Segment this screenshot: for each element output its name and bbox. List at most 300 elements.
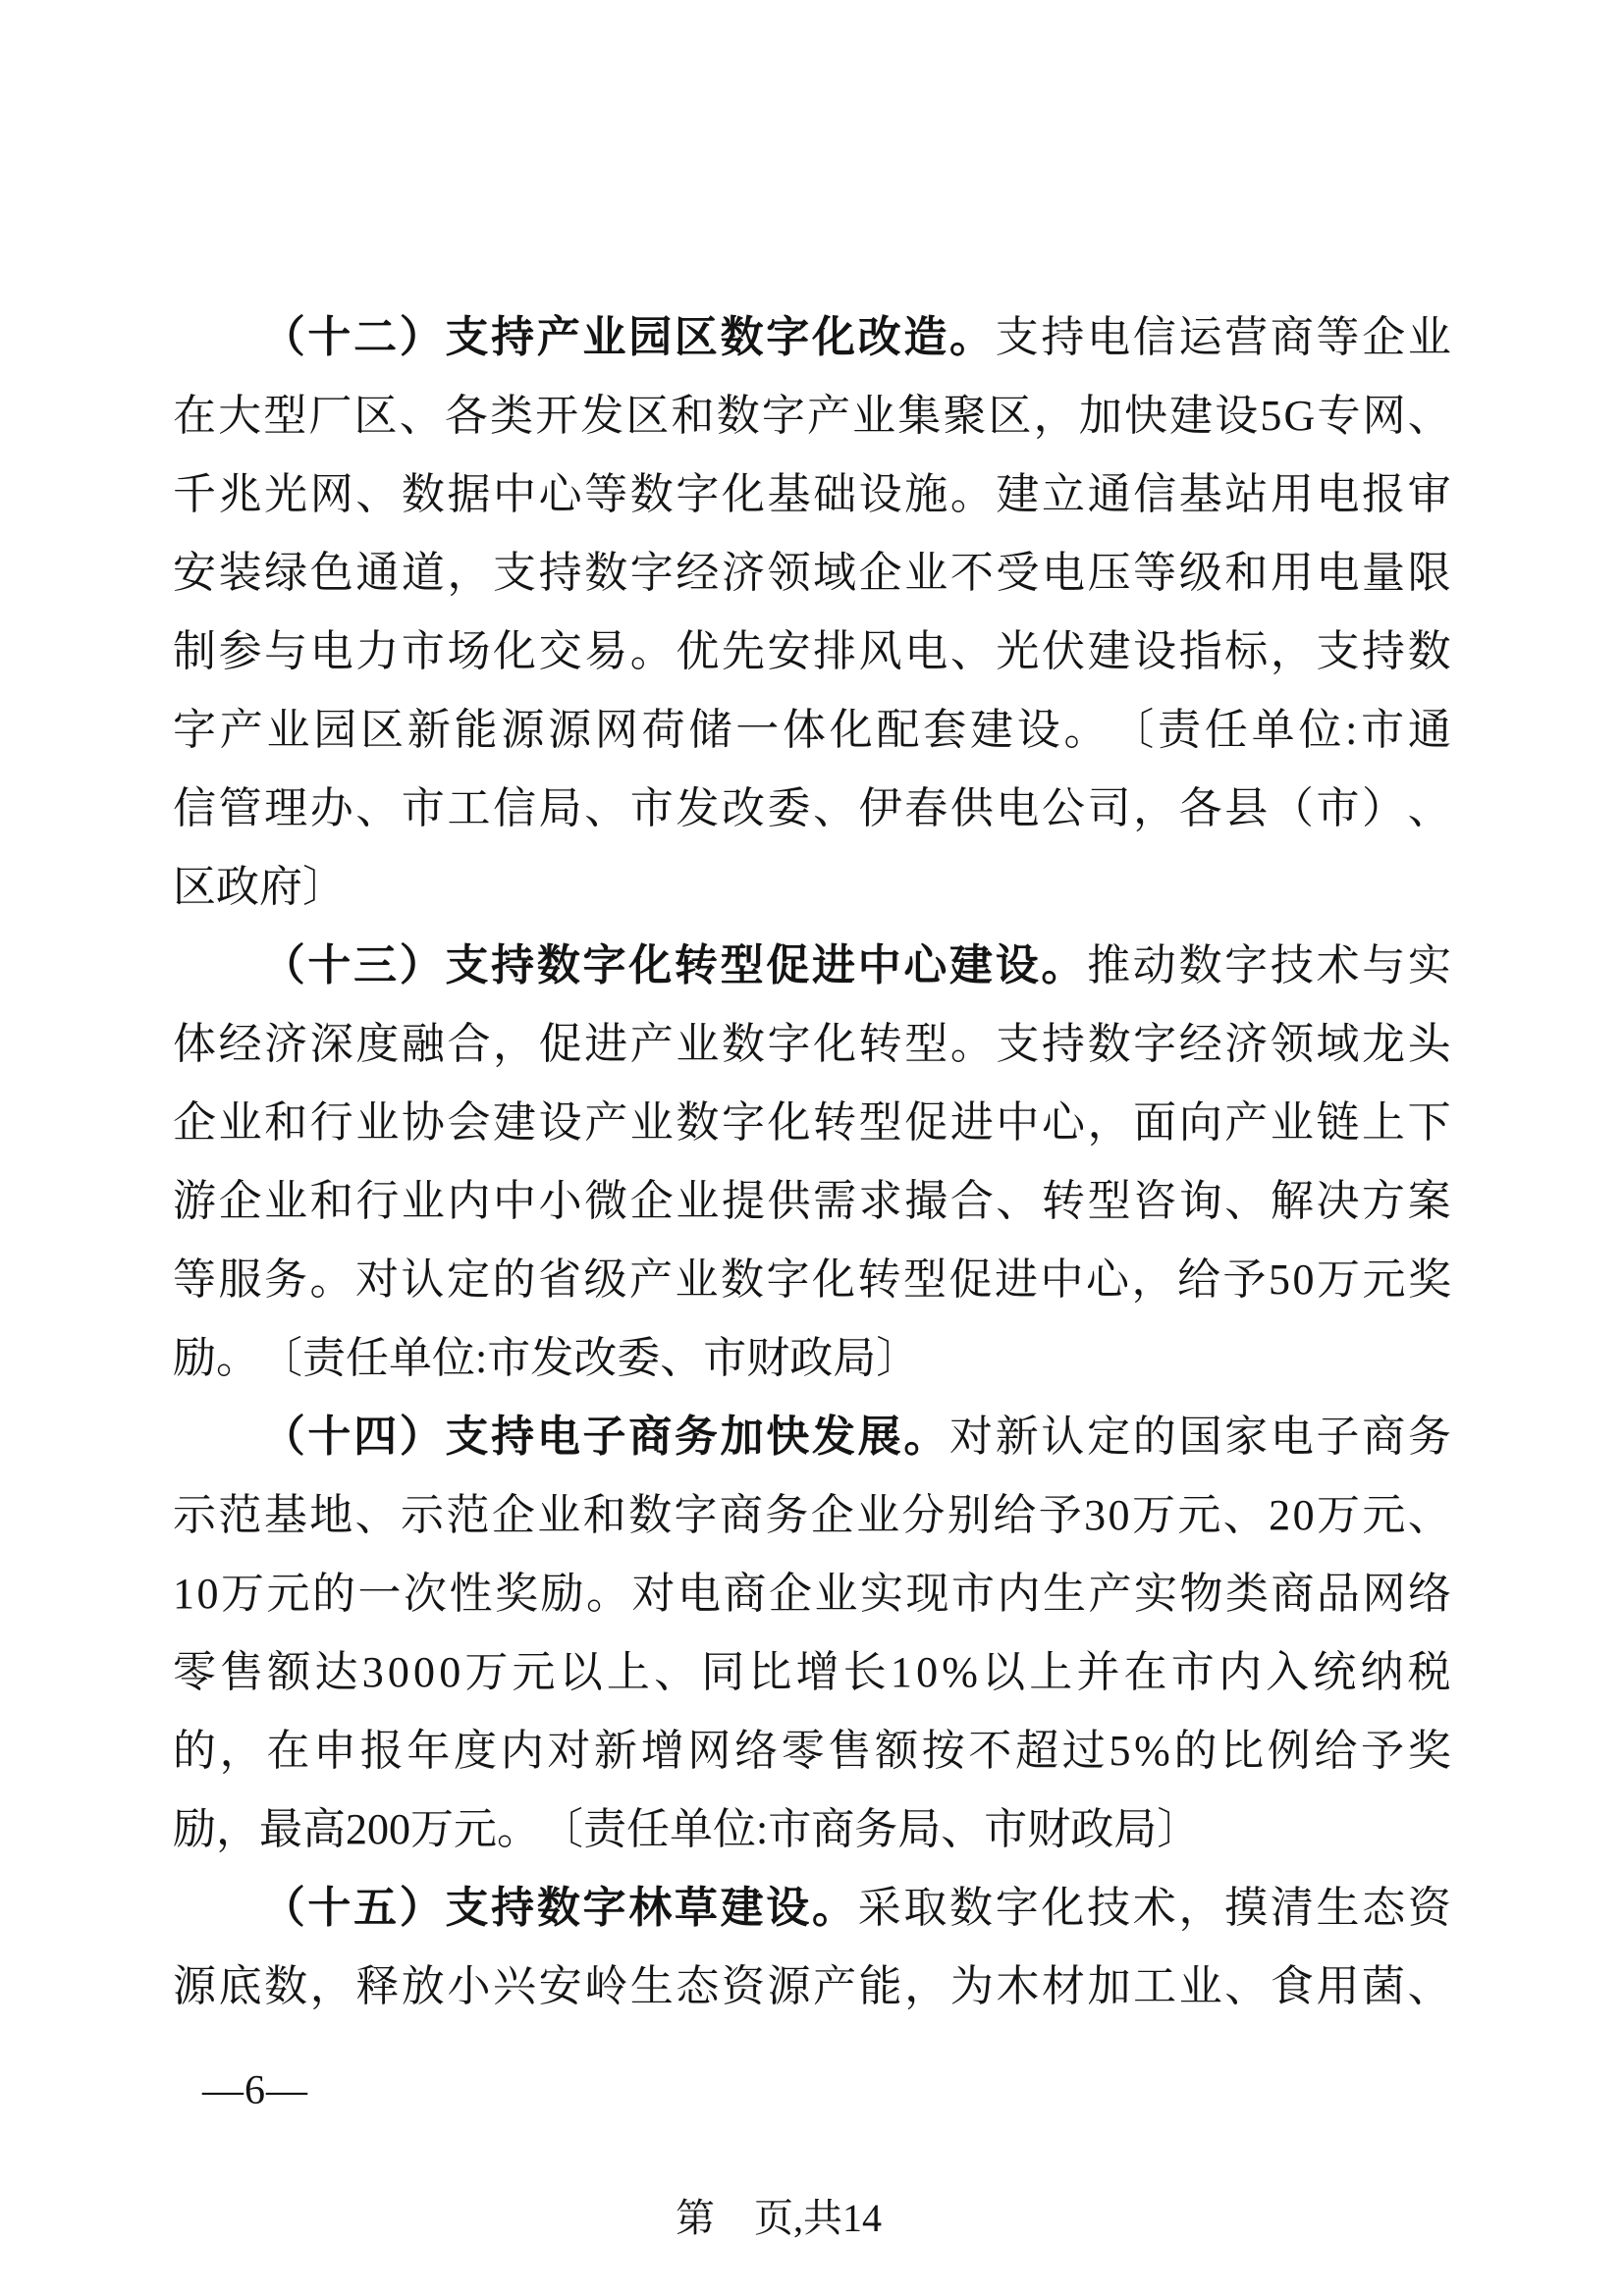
body-char: 交 (538, 627, 582, 675)
body-char: 排 (813, 627, 857, 675)
body-char: 转 (857, 1255, 901, 1304)
body-char: 基 (767, 470, 811, 518)
body-char: ， (1131, 1255, 1175, 1304)
body-char: 支 (493, 549, 537, 597)
body-char: 化 (767, 1098, 811, 1147)
paragraph-indent (173, 1450, 259, 1451)
heading-char: 支 (445, 1884, 489, 1932)
body-char: 级 (583, 1255, 627, 1304)
body-char: 中 (1040, 1255, 1084, 1304)
body-char: % (1134, 1727, 1170, 1775)
paragraph-first-line (173, 298, 1451, 377)
body-char: 能 (858, 1962, 902, 2010)
body-char: 伏 (1041, 627, 1085, 675)
heading-char: 持 (491, 941, 535, 989)
paragraph-first-line (173, 1398, 1451, 1476)
body-char: 市 (1316, 784, 1360, 832)
body-char: 零 (173, 1648, 216, 1696)
body-char: 励 (173, 1334, 216, 1382)
heading-char: 持 (491, 313, 535, 361)
body-char: 过 (1061, 1727, 1106, 1775)
body-char: 心 (538, 470, 582, 518)
heading-char: 商 (628, 1413, 673, 1461)
body-char: 上 (1029, 1648, 1073, 1696)
body-char: 电 (1270, 1413, 1314, 1461)
heading-char: 心 (903, 941, 947, 989)
body-char: 认 (401, 1255, 445, 1304)
body-char: 等 (1316, 313, 1360, 361)
body-char: 施 (904, 470, 948, 518)
body-char: 中 (493, 1177, 537, 1225)
body-char: 用 (1316, 1962, 1360, 2010)
body-char: 清 (1270, 1884, 1314, 1932)
body-char: 源 (173, 1962, 216, 2010)
body-char: 风 (858, 627, 902, 675)
body-char: ， (1270, 627, 1314, 675)
body-char: 电 (996, 784, 1040, 832)
body-char: 字 (674, 1491, 718, 1539)
body-char: 经 (218, 1020, 262, 1068)
text-line (173, 1241, 1451, 1319)
body-char: 委 (617, 1334, 661, 1382)
body-char: 的 (312, 1570, 355, 1618)
heading-char: 三 (353, 941, 398, 989)
body-char: 企 (858, 549, 902, 597)
body-char: 励 (540, 1570, 584, 1618)
body-char: 业 (904, 549, 948, 597)
body-char: 深 (309, 1020, 353, 1068)
body-char: 的 (492, 1255, 536, 1304)
body-char: 产 (219, 706, 263, 754)
body-char: 大 (218, 392, 262, 440)
body-char: 子 (1316, 1413, 1360, 1461)
body-char: 光 (996, 627, 1040, 675)
body-char: 入 (1266, 1648, 1310, 1696)
body-char: 链 (1316, 1098, 1360, 1147)
heading-char: 十 (307, 1413, 352, 1461)
body-char: 政 (789, 1334, 834, 1382)
body-char: 万 (1317, 1255, 1360, 1304)
body-char: 〕 (876, 1334, 920, 1382)
paragraph-first-line (173, 927, 1451, 1005)
body-char: 按 (921, 1727, 965, 1775)
body-char: 各 (444, 392, 488, 440)
body-char: 电 (309, 627, 353, 675)
text-line (173, 1633, 1451, 1712)
body-char: 区 (625, 392, 670, 440)
body-char: 头 (1407, 1020, 1451, 1068)
body-char: 对 (949, 1413, 993, 1461)
body-char: 单 (1251, 706, 1295, 754)
body-char: 基 (1178, 470, 1222, 518)
body-char: 化 (1041, 1884, 1085, 1932)
body-char: 类 (489, 392, 533, 440)
body-char: 装 (218, 549, 262, 597)
body-char: 企 (491, 1491, 535, 1539)
body-char: 、 (354, 1491, 399, 1539)
body-char: 增 (640, 1727, 684, 1775)
body-char: 合 (949, 1177, 994, 1225)
heading-char: （ (261, 1884, 305, 1932)
body-char: 字 (721, 1098, 765, 1147)
body-char: 促 (948, 1255, 993, 1304)
body-char: 0 (387, 1648, 409, 1696)
body-char: 1 (173, 1570, 194, 1618)
body-char: 促 (538, 1020, 582, 1068)
body-char: 转 (858, 1020, 902, 1068)
body-char: 字 (173, 706, 216, 754)
text-line (173, 848, 1451, 927)
body-char: 市 (1361, 706, 1405, 754)
body-char: 物 (1179, 1570, 1223, 1618)
body-char: 为 (949, 1962, 994, 2010)
body-char: 支 (996, 1020, 1040, 1068)
body-char: 以 (559, 1648, 603, 1696)
body-char: 优 (676, 627, 720, 675)
body-char: 下 (1407, 1098, 1451, 1147)
body-char: 、 (1224, 1962, 1269, 2010)
body-char: 、 (355, 784, 400, 832)
body-char: 不 (968, 1727, 1012, 1775)
body-char: 〔 (1110, 706, 1155, 754)
body-char: 实 (1134, 1570, 1177, 1618)
body-char: 。 (586, 1570, 629, 1618)
body-char: 放 (401, 1962, 445, 2010)
body-char: 和 (1224, 549, 1269, 597)
body-char: 不 (949, 549, 994, 597)
body-char: 业 (1270, 1098, 1314, 1147)
body-char: 品 (1317, 1570, 1360, 1618)
body-char: 、 (941, 1805, 985, 1853)
body-char: 进 (584, 1020, 628, 1068)
body-char: 建 (1169, 392, 1214, 440)
body-char: 服 (218, 1255, 262, 1304)
body-char: : (475, 1334, 488, 1382)
body-char: 立 (1041, 470, 1085, 518)
body-char: 荷 (641, 706, 685, 754)
body-char: 中 (996, 1098, 1040, 1147)
body-char: 府 (259, 863, 302, 911)
body-char: 道 (401, 549, 445, 597)
body-char: 比 (748, 1648, 792, 1696)
body-char: 、 (996, 1177, 1040, 1225)
body-char: 励 (173, 1805, 216, 1853)
body-char: 促 (904, 1098, 948, 1147)
text-line (173, 1005, 1451, 1084)
body-char: 进 (995, 1255, 1038, 1304)
body-char: 产 (813, 1962, 857, 2010)
body-char: 案 (1407, 1177, 1451, 1225)
body-char: 〕 (1157, 1805, 1201, 1853)
body-char: 家 (1224, 1413, 1269, 1461)
body-char: 企 (1362, 313, 1406, 361)
body-char: 数 (721, 1020, 765, 1068)
body-char: 摸 (1224, 1884, 1269, 1932)
body-char: 业 (218, 1098, 262, 1147)
body-char: 数 (1087, 1020, 1131, 1068)
body-char: 专 (1317, 392, 1361, 440)
body-char: （ (1270, 784, 1314, 832)
body-char: 位 (432, 1334, 475, 1382)
body-char: 、 (1224, 1177, 1269, 1225)
body-char: 一 (357, 1570, 402, 1618)
body-char: 体 (782, 706, 826, 754)
body-char: 发 (676, 784, 720, 832)
body-char: 千 (173, 470, 216, 518)
body-char: 财 (746, 1334, 790, 1382)
body-char: 、 (584, 784, 628, 832)
body-char: ， (1033, 392, 1077, 440)
heading-char: ） (399, 1884, 443, 1932)
body-char: 元 (512, 1648, 556, 1696)
body-char: 化 (812, 1255, 855, 1304)
body-char: 采 (857, 1884, 901, 1932)
body-char: 市 (401, 627, 445, 675)
body-char: 产 (629, 1020, 674, 1068)
body-char: 务 (1407, 1413, 1451, 1461)
body-char: 进 (949, 1098, 994, 1147)
text-line (173, 770, 1451, 848)
body-char: 内 (500, 1727, 544, 1775)
body-char: 经 (1178, 1020, 1222, 1068)
body-char: : (756, 1805, 769, 1853)
heading-char: 展 (857, 1413, 901, 1461)
body-char: 例 (1267, 1727, 1311, 1775)
body-char: 转 (1041, 1177, 1085, 1225)
body-char: 易 (584, 627, 628, 675)
body-char: 达 (314, 1648, 358, 1696)
body-char: 责 (583, 1805, 626, 1853)
body-char: G (1283, 392, 1316, 440)
heading-char: 发 (811, 1413, 855, 1461)
body-char: 食 (1270, 1962, 1314, 2010)
body-char: ， (1133, 784, 1177, 832)
body-char: ， (447, 549, 491, 597)
body-char: 额 (267, 1648, 311, 1696)
body-char: 询 (1178, 1177, 1222, 1225)
body-char: 产 (806, 392, 850, 440)
body-char: 信 (1132, 313, 1176, 361)
heading-char: 二 (353, 313, 398, 361)
body-char: 商 (1271, 1570, 1315, 1618)
body-char: 、 (1222, 1491, 1267, 1539)
body-char: 化 (721, 470, 765, 518)
body-char: 业 (266, 706, 310, 754)
text-line (173, 455, 1451, 534)
body-char: 菌 (1362, 1962, 1406, 2010)
body-char: 、 (1407, 392, 1451, 440)
body-char: 企 (173, 1098, 216, 1147)
body-char: 底 (218, 1962, 262, 2010)
body-char: 发 (530, 1334, 574, 1382)
body-char: 额 (875, 1727, 919, 1775)
body-char: 长 (842, 1648, 887, 1696)
body-char: 通 (1407, 706, 1451, 754)
heading-char: 支 (445, 1413, 489, 1461)
body-char: 务 (854, 1805, 898, 1853)
body-char: 区 (173, 863, 216, 911)
body-char: 2 (1269, 1491, 1291, 1539)
body-char: 示 (173, 1491, 216, 1539)
body-char: 动 (1132, 941, 1176, 989)
body-char: 型 (904, 1020, 948, 1068)
body-char: 资 (721, 1962, 765, 2010)
body-char: 兆 (218, 470, 262, 518)
body-char: 基 (263, 1491, 307, 1539)
heading-char: 改 (857, 313, 901, 361)
body-char: 责 (302, 1334, 346, 1382)
body-char: 1 (890, 1648, 912, 1696)
body-char: 零 (781, 1727, 825, 1775)
heading-char: 字 (582, 1884, 626, 1932)
body-char: 上 (606, 1648, 650, 1696)
heading-char: 建 (720, 1884, 764, 1932)
body-char: 微 (584, 1177, 628, 1225)
body-char: 5 (1109, 1727, 1131, 1775)
text-line (173, 1319, 1451, 1398)
body-char: 体 (173, 1020, 216, 1068)
body-char: 集 (897, 392, 942, 440)
heading-char: （ (261, 313, 305, 361)
body-char: 数 (401, 470, 445, 518)
heading-char: 持 (491, 1413, 535, 1461)
body-char: 度 (355, 1020, 400, 1068)
body-char: 市 (401, 784, 445, 832)
body-char: 压 (1087, 549, 1131, 597)
body-char: 会 (447, 1098, 491, 1147)
body-char: 型 (903, 1255, 947, 1304)
body-char: 给 (993, 1491, 1037, 1539)
body-char: 数 (629, 470, 674, 518)
body-char: 元 (1362, 1491, 1406, 1539)
body-char: 定 (447, 1255, 490, 1304)
body-char: 储 (688, 706, 732, 754)
body-char: 0 (1292, 1255, 1315, 1304)
body-char: 。 (629, 627, 674, 675)
body-char: 网 (594, 706, 638, 754)
body-char: 络 (734, 1727, 779, 1775)
heading-char: 化 (628, 941, 673, 989)
text-line (173, 1476, 1451, 1555)
body-char: 企 (769, 1570, 812, 1618)
body-char: 电 (904, 627, 948, 675)
body-char: 开 (535, 392, 579, 440)
heading-char: ） (399, 313, 443, 361)
body-char: 予 (1222, 1255, 1267, 1304)
body-char: 推 (1087, 941, 1131, 989)
body-char: 政 (216, 863, 259, 911)
body-char: 。 (497, 1805, 540, 1853)
heading-char: 林 (628, 1884, 673, 1932)
body-char: 发 (580, 392, 624, 440)
paragraph-indent (173, 1921, 259, 1922)
heading-char: 持 (491, 1884, 535, 1932)
body-char: 字 (1224, 941, 1269, 989)
body-char: 技 (1270, 941, 1314, 989)
body-char: 最 (259, 1805, 302, 1853)
body-char: 域 (1316, 1020, 1360, 1068)
body-char: 济 (1224, 1020, 1269, 1068)
heading-char: 区 (674, 313, 718, 361)
heading-char: 草 (674, 1884, 718, 1932)
body-char: 通 (355, 549, 400, 597)
body-char: 内 (997, 1570, 1041, 1618)
body-char: 认 (1041, 1413, 1085, 1461)
body-char: 先 (721, 627, 765, 675)
body-char: 业 (675, 1255, 719, 1304)
body-char: 与 (264, 627, 308, 675)
body-char: 解 (1270, 1177, 1314, 1225)
body-char: 经 (676, 549, 720, 597)
body-char: 的 (1173, 1727, 1218, 1775)
body-char: 区 (988, 392, 1032, 440)
text-line (173, 534, 1451, 613)
body-char: ， (904, 1962, 948, 2010)
body-char: 3 (1084, 1491, 1107, 1539)
body-char: 兴 (493, 1962, 537, 2010)
body-char: 任 (626, 1805, 670, 1853)
body-char: 业 (537, 1491, 581, 1539)
heading-char: 数 (536, 941, 580, 989)
body-char: 0 (916, 1648, 939, 1696)
body-char: 态 (676, 1962, 720, 2010)
body-char: 同 (701, 1648, 745, 1696)
body-char: 、 (813, 784, 857, 832)
body-char: 企 (810, 1491, 854, 1539)
body-char: 心 (1041, 1098, 1085, 1147)
body-char: 位 (1298, 706, 1342, 754)
body-char: 化 (829, 706, 873, 754)
body-char: 业 (814, 1570, 858, 1618)
body-char: 决 (1316, 1177, 1360, 1225)
body-char: 给 (1177, 1255, 1220, 1304)
body-char: 年 (406, 1727, 451, 1775)
body-char: 光 (264, 470, 308, 518)
body-char: 区 (353, 392, 398, 440)
text-body (173, 298, 1451, 2026)
body-char: 0 (439, 1648, 461, 1696)
body-char: 等 (1133, 549, 1177, 597)
body-char: 化 (813, 1020, 857, 1068)
text-line (173, 1555, 1451, 1633)
heading-char: 进 (811, 941, 855, 989)
body-char: ） (1362, 784, 1406, 832)
body-char: 市 (984, 1805, 1028, 1853)
body-char: 电 (1087, 313, 1131, 361)
body-char: 加 (1078, 392, 1122, 440)
body-char: ， (216, 1805, 259, 1853)
body-char: 5 (1269, 1255, 1290, 1304)
body-char: 各 (1178, 784, 1222, 832)
body-char: 业 (401, 1177, 445, 1225)
body-char: 市 (629, 784, 674, 832)
body-char: 咨 (1133, 1177, 1177, 1225)
body-char: 予 (1038, 1491, 1082, 1539)
body-char: : (1345, 706, 1358, 754)
body-char: 局 (538, 784, 582, 832)
body-char: 、 (654, 1648, 698, 1696)
body-char: 设 (1133, 627, 1177, 675)
body-char: 商 (1362, 1413, 1406, 1461)
heading-char: 数 (720, 313, 764, 361)
body-char: 。 (309, 1255, 353, 1304)
body-char: 源 (767, 1962, 811, 2010)
heading-char: 支 (445, 941, 489, 989)
body-char: 融 (401, 1020, 445, 1068)
body-char: 限 (1407, 549, 1451, 597)
body-char: 字 (766, 1255, 810, 1304)
body-char: 面 (1133, 1098, 1177, 1147)
